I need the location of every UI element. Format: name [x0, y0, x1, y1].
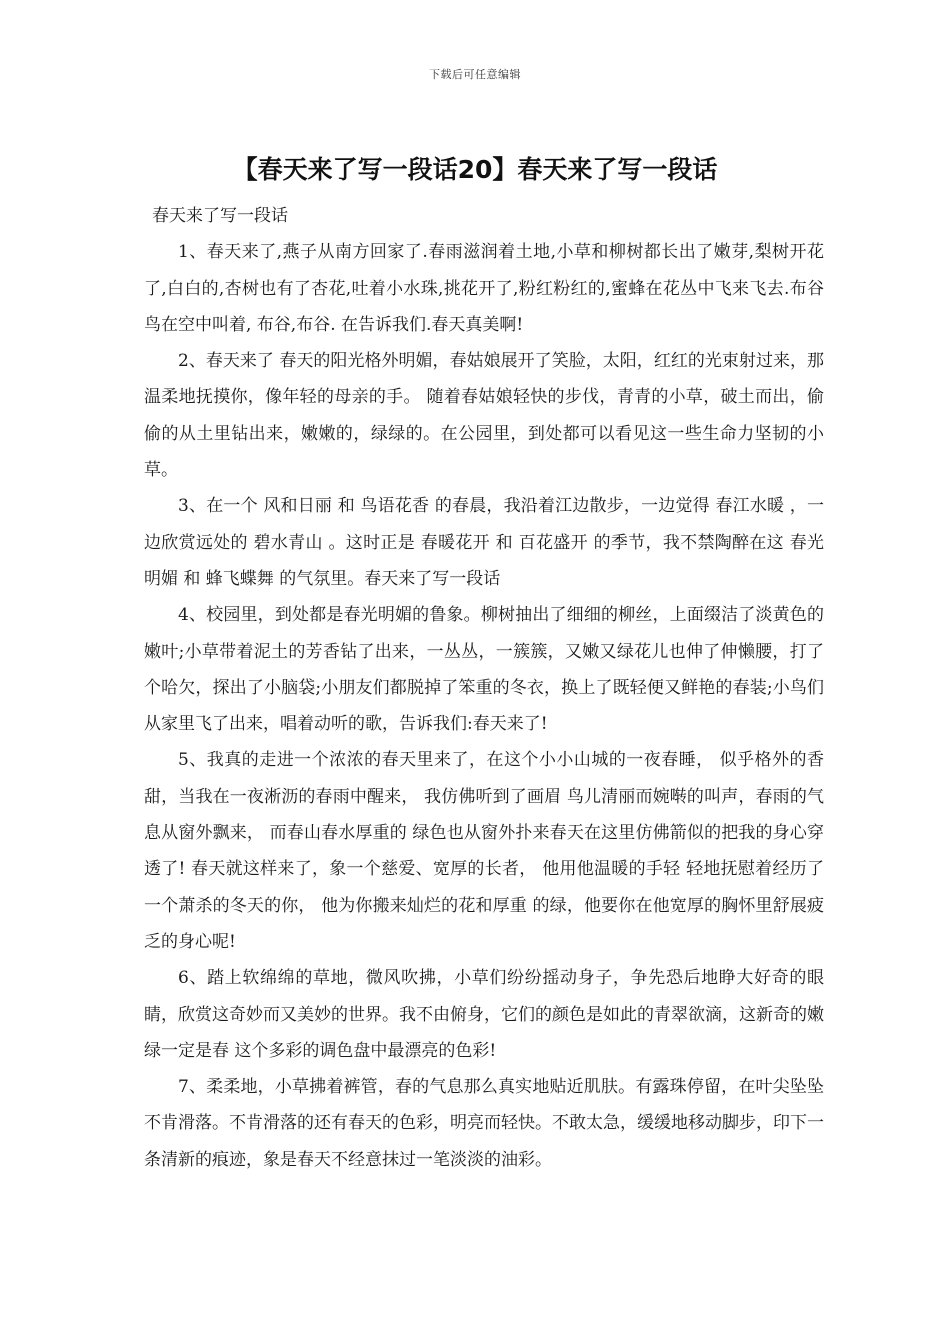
- paragraph-3: 3、在一个 风和日丽 和 鸟语花香 的春晨，我沿着江边散步，一边觉得 春江水暖 ，一边欣赏远处的 碧水青山 。这时正是 春暖花开 和 百花盛开 的季节，我不禁陶醉在这 春光明媚 和 蜂飞蝶舞 的气氛里。春天来了写一段话: [144, 496, 824, 589]
- document-subheading: 春天来了写一段话: [152, 206, 288, 226]
- paragraph-4: 4、校园里，到处都是春光明媚的鲁象。柳树抽出了细细的柳丝，上面缀洁了淡黄色的嫩叶;小草带着泥土的芳香钻了出来，一丛丛，一簇簇，又嫩又绿花儿也伸了伸懒腰，打了个哈欠，探出了小脑袋;小朋友们都脱掉了笨重的冬衣，换上了既轻便又鲜艳的春装;小鸟们从家里飞了出来，唱着动听的歌，告诉我们:春天来了!: [144, 605, 824, 735]
- document-title: 【春天来了写一段话20】春天来了写一段话: [232, 155, 718, 184]
- paragraph-5: 5、我真的走进一个浓浓的春天里来了，在这个小小山城的一夜春睡， 似乎格外的香甜，当我在一夜淅沥的春雨中醒来， 我仿佛听到了画眉 鸟儿清丽而婉啭的叫声，春雨的气息从窗外飘来， 而春山春水厚重的 绿色也从窗外扑来春天在这里仿佛箭似的把我的身心穿透了! 春天就这样来了，象一个慈爱、宽厚的长者， 他用他温暖的手轻 轻地抚慰着经历了一个萧杀的冬天的你， 他为你搬来灿烂的花和厚重 的绿，他要你在他宽厚的胸怀里舒展疲乏的身心呢!: [144, 750, 824, 952]
- paragraph-1: 1、春天来了,燕子从南方回家了.春雨滋润着土地,小草和柳树都长出了嫩芽,梨树开花了,白白的,杏树也有了杏花,吐着小水珠,挑花开了,粉红粉红的,蜜蜂在花丛中飞来飞去.布谷鸟在空中叫着, 布谷,布谷. 在告诉我们.春天真美啊!: [144, 242, 824, 335]
- paragraph-7: 7、柔柔地，小草拂着裤管，春的气息那么真实地贴近肌肤。有露珠停留，在叶尖坠坠不肯滑落。不肯滑落的还有春天的色彩，明亮而轻快。不敢太急，缓缓地移动脚步，印下一条清新的痕迹，象是春天不经意抹过一笔淡淡的油彩。: [144, 1077, 824, 1170]
- page-header-note: 下载后可任意编辑: [429, 68, 521, 81]
- paragraph-2: 2、春天来了 春天的阳光格外明媚，春姑娘展开了笑脸，太阳，红红的光束射过来，那温柔地抚摸你，像年轻的母亲的手。 随着春姑娘轻快的步伐，青青的小草，破土而出，偷偷的从土里钻出来，嫩嫩的，绿绿的。在公园里，到处都可以看见这一些生命力坚韧的小草。: [144, 351, 824, 481]
- paragraph-6: 6、踏上软绵绵的草地，微风吹拂，小草们纷纷摇动身子，争先恐后地睁大好奇的眼睛，欣赏这奇妙而又美妙的世界。我不由俯身，它们的颜色是如此的青翠欲滴，这新奇的嫩绿一定是春 这个多彩的调色盘中最漂亮的色彩!: [144, 968, 824, 1061]
- document-body: [144, 198, 824, 1178]
